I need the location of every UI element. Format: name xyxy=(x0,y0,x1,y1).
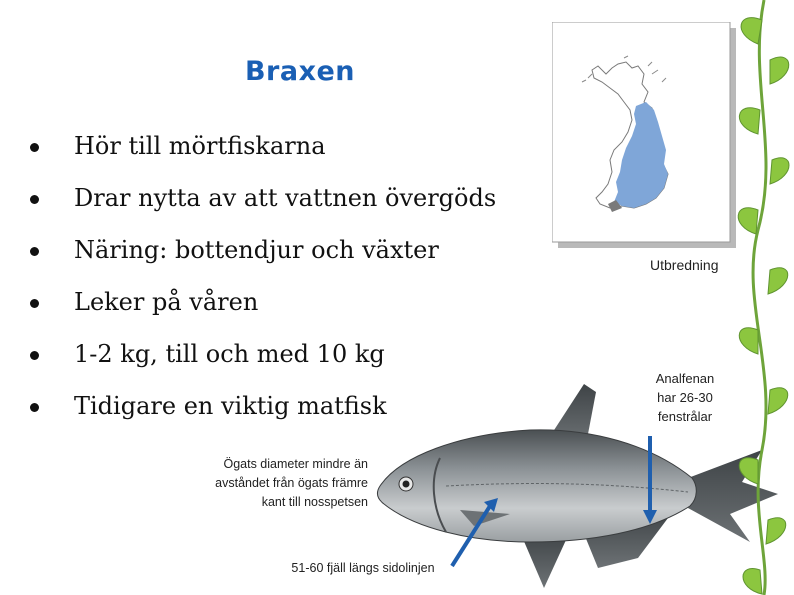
bullet-item: Drar nytta av att vattnen övergöds xyxy=(30,180,496,232)
bullet-item: Näring: bottendjur och växter xyxy=(30,232,496,284)
bullet-dot-icon xyxy=(30,247,39,256)
page-title: Braxen xyxy=(244,56,356,87)
bullet-dot-icon xyxy=(30,351,39,360)
bullet-item: Tidigare en viktig matfisk xyxy=(30,388,496,440)
eye-label: Ögats diameter mindre än avståndet från ögats främre kant till nosspetsen xyxy=(215,457,368,509)
map-label: Utbredning xyxy=(650,257,719,273)
scale-label: 51-60 fjäll längs sidolinjen xyxy=(291,561,435,575)
bullet-dot-icon xyxy=(30,195,39,204)
bullet-item: Hör till mörtfiskarna xyxy=(30,128,496,180)
bullet-dot-icon xyxy=(30,299,39,308)
bullet-item: Leker på våren xyxy=(30,284,496,336)
fin-label: Analfenan har 26-30 fenstrålar xyxy=(655,371,715,424)
bullet-item: 1-2 kg, till och med 10 kg xyxy=(30,336,496,388)
fish-body xyxy=(377,430,696,542)
bullet-dot-icon xyxy=(30,143,39,152)
distribution-map xyxy=(552,22,736,248)
decorative-vine xyxy=(718,0,794,595)
bullet-dot-icon xyxy=(30,403,39,412)
